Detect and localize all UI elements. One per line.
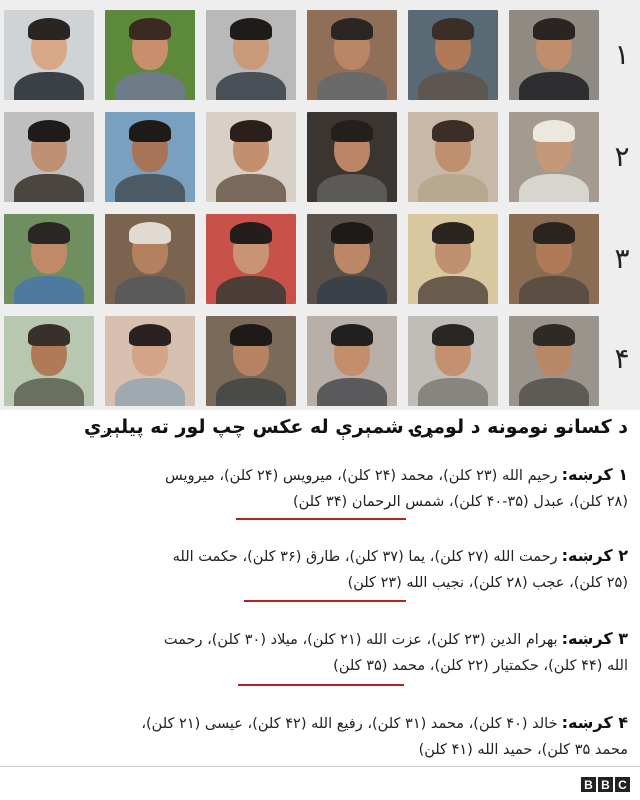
portrait-shoulders (317, 72, 387, 100)
portrait-shoulders (115, 378, 185, 406)
portrait-photo (408, 214, 498, 304)
footer-divider (0, 766, 640, 767)
row-label-1: ۱ (614, 38, 630, 71)
row-names-2-line1: ۲ کرښه:رحمت الله (۲۷ کلن)، یما (۳۷ کلن)، طارق (۳۶ کلن)، حکمت الله (172, 546, 628, 565)
row-names-2-label: ۲ کرښه: (561, 546, 628, 565)
portrait-hair (533, 120, 575, 142)
portrait-shoulders (14, 378, 84, 406)
row-names-4-line2: محمد ۳۵ کلن)، حمید الله (۴۱ کلن) (418, 742, 628, 758)
portrait-shoulders (115, 174, 185, 202)
row-names-3-line2: الله (۴۴ کلن)، حکمتیار (۲۲ کلن)، محمد (۳۵ کلن) (333, 658, 628, 674)
portrait-shoulders (14, 276, 84, 304)
logo-letter: B (581, 777, 596, 792)
portrait-photo (4, 10, 94, 100)
portrait-photo (105, 316, 195, 406)
portrait-photo (105, 214, 195, 304)
portrait-hair (28, 120, 70, 142)
portrait-hair (432, 222, 474, 244)
portrait-hair (129, 222, 171, 244)
portrait-hair (533, 222, 575, 244)
portrait-photo (509, 316, 599, 406)
highlight-underline-3 (238, 684, 404, 686)
portrait-hair (533, 324, 575, 346)
portrait-hair (28, 324, 70, 346)
portrait-shoulders (216, 276, 286, 304)
row-names-3 (16, 626, 628, 679)
portrait-shoulders (519, 174, 589, 202)
portrait-photo (307, 316, 397, 406)
portrait-hair (129, 324, 171, 346)
portrait-shoulders (418, 378, 488, 406)
portrait-photo (408, 112, 498, 202)
portrait-photo (4, 214, 94, 304)
portrait-shoulders (115, 276, 185, 304)
portrait-shoulders (317, 174, 387, 202)
portrait-hair (331, 222, 373, 244)
portrait-shoulders (14, 72, 84, 100)
portrait-shoulders (418, 72, 488, 100)
row-names-1 (16, 462, 628, 515)
portrait-photo (509, 214, 599, 304)
portrait-photo (307, 214, 397, 304)
row-names-1-line2: (۲۸ کلن)، عبدل (۳۵-۴۰ کلن)، شمس الرحمان (۳۴ کلن) (292, 494, 628, 510)
portrait-hair (432, 18, 474, 40)
row-names-1-label: ۱ کرښه: (561, 465, 628, 484)
portrait-photo (307, 112, 397, 202)
portrait-photo (4, 112, 94, 202)
bbc-logo (581, 777, 630, 792)
portrait-hair (331, 324, 373, 346)
portrait-photo (206, 10, 296, 100)
portrait-hair (230, 222, 272, 244)
portrait-photo (509, 10, 599, 100)
highlight-underline-2 (244, 600, 406, 602)
portrait-photo (105, 10, 195, 100)
portrait-hair (230, 120, 272, 142)
portrait-photo (509, 112, 599, 202)
portrait-hair (533, 18, 575, 40)
row-label-3: ۳ (614, 242, 630, 275)
caption-heading: د کسانو نومونه د لومړۍ شمېرې له عکس چپ لور ته پیلېږي (83, 416, 628, 438)
row-names-1-line1: ۱ کرښه:رحیم الله (۲۳ کلن)، محمد (۲۴ کلن)، میرویس (۲۴ کلن)، میرویس (165, 465, 628, 484)
portrait-photo (206, 316, 296, 406)
portrait-shoulders (418, 174, 488, 202)
portrait-shoulders (519, 276, 589, 304)
portrait-shoulders (317, 378, 387, 406)
portrait-shoulders (519, 72, 589, 100)
logo-letter: B (598, 777, 613, 792)
row-label-2: ۲ (614, 140, 630, 173)
portrait-photo (4, 316, 94, 406)
portrait-shoulders (14, 174, 84, 202)
portrait-shoulders (317, 276, 387, 304)
portrait-hair (28, 222, 70, 244)
logo-letter: C (615, 777, 630, 792)
row-names-2 (16, 543, 628, 596)
portrait-hair (331, 120, 373, 142)
row-names-4-line1: ۴ کرښه:خالد (۴۰ کلن)، محمد (۳۱ کلن)، رفیع الله (۴۲ کلن)، عیسی (۲۱ کلن)، (141, 713, 628, 732)
highlight-underline-1 (236, 518, 406, 520)
row-names-4 (16, 710, 628, 763)
photo-grid (4, 10, 599, 406)
portrait-shoulders (216, 174, 286, 202)
portrait-photo (206, 112, 296, 202)
portrait-hair (432, 324, 474, 346)
row-names-3-label: ۳ کرښه: (561, 629, 628, 648)
portrait-hair (432, 120, 474, 142)
portrait-shoulders (418, 276, 488, 304)
row-names-3-line1: ۳ کرښه:بهرام الدین (۲۳ کلن)، عزت الله (۲۱ کلن)، میلاد (۳۰ کلن)، رحمت (163, 629, 628, 648)
portrait-hair (230, 324, 272, 346)
portrait-shoulders (115, 72, 185, 100)
portrait-photo (206, 214, 296, 304)
portrait-shoulders (216, 378, 286, 406)
portrait-hair (28, 18, 70, 40)
row-names-4-label: ۴ کرښه: (561, 713, 628, 732)
portrait-hair (129, 18, 171, 40)
portrait-hair (230, 18, 272, 40)
portrait-photo (408, 10, 498, 100)
portrait-hair (331, 18, 373, 40)
portrait-photo (105, 112, 195, 202)
portrait-hair (129, 120, 171, 142)
row-names-2-line2: (۲۵ کلن)، عجب (۲۸ کلن)، نجیب الله (۲۳ کلن) (347, 575, 628, 591)
portrait-photo (307, 10, 397, 100)
row-label-4: ۴ (614, 342, 630, 375)
portrait-photo (408, 316, 498, 406)
portrait-shoulders (519, 378, 589, 406)
portrait-shoulders (216, 72, 286, 100)
